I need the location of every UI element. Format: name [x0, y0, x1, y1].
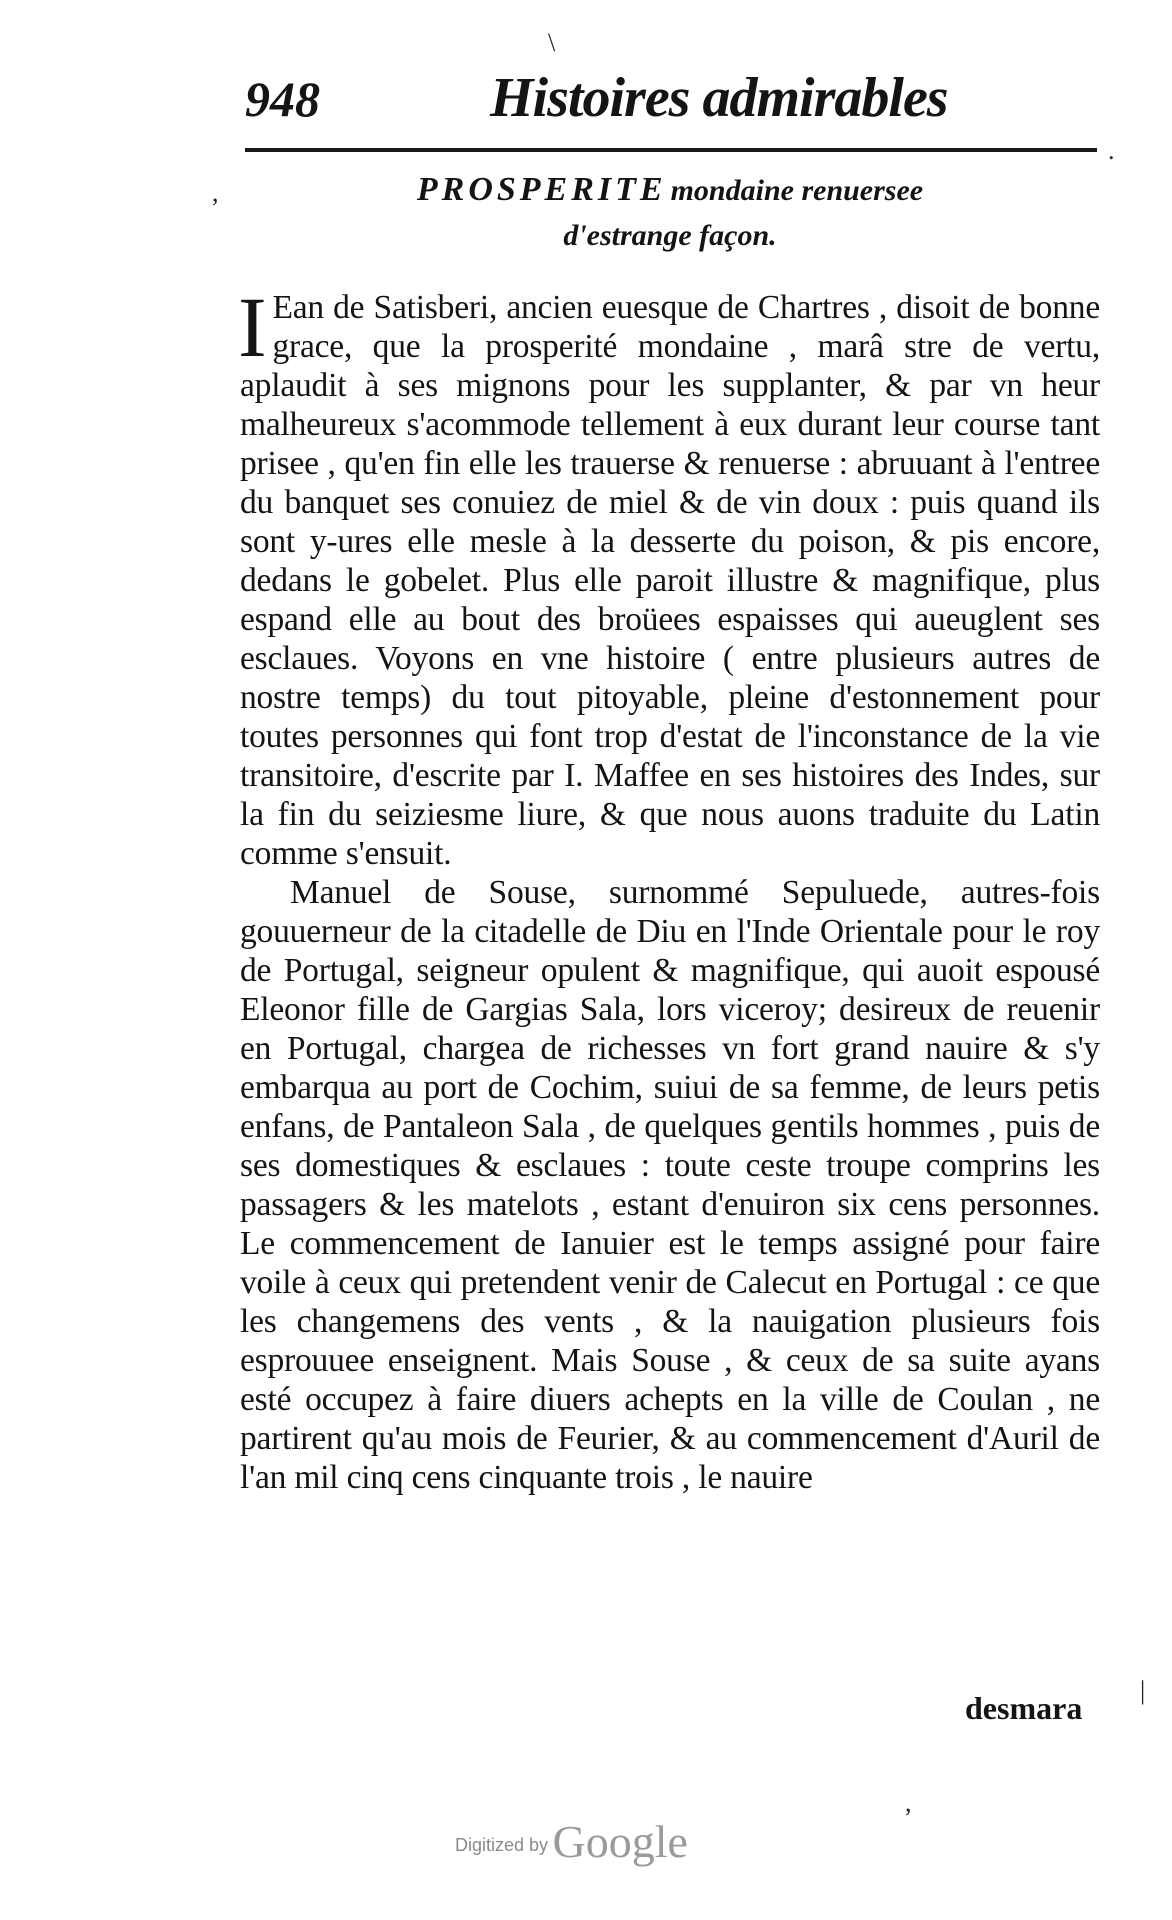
header-rule	[245, 148, 1097, 152]
page-number: 948	[245, 71, 320, 127]
section-title-line2: d'estrange façon.	[563, 219, 777, 252]
watermark-brand: Google	[552, 1816, 688, 1867]
section-title-rest: mondaine renuersee	[670, 174, 924, 207]
ink-mark: |	[1140, 1676, 1146, 1705]
body-text	[238, 279, 1100, 1497]
ink-mark: ,	[905, 1788, 912, 1817]
paragraph-text: Ean de Satisberi, ancien euesque de Chartres , disoit de bonne grace, que la prosperité mondaine , marâ stre de vertu, aplaudit à ses mignons pour les supplanter, & par vn heur malheureux s'acommode tellement à eux durant leur course tant prisee , qu'en fin elle les trauerse & renuerse : abruuant à l'entree du banquet ses conuiez de miel & de vin doux : puis quand ils sont y-ures elle mesle à la desserte du poison, & pis encore, dedans le gobelet. Plus elle paroit illustre & magnifique, plus espand elle au bout des broüees espaisses qui aueuglent ses esclaues. Voyons en vne histoire ( entre plusieurs autres de nostre temps) du tout pitoyable, pleine d'estonnement pour toutes personnes qui font trop d'estat de l'inconstance de la vie transitoire, d'escrite par I. Maffee en ses histoires des Indes, sur la fin du seiziesme liure, & que nous auons traduite du Latin comme s'ensuit.	[240, 289, 1100, 872]
catchword: desmara	[965, 1690, 1083, 1726]
paragraph: Manuel de Souse, surnommé Sepuluede, autres-fois gouuerneur de la citadelle de Diu en l'Inde Orientale pour le roy de Portugal, seigneur opulent & magnifique, qui auoit espousé Eleonor fille de Gargias Sala, lors viceroy; desireux de reuenir en Portugal, chargea de richesses vn fort grand nauire & s'y embarqua au port de Cochim, suiui de sa femme, de leurs petis enfans, de Pantaleon Sala , de quelques gentils hommes , puis de ses domestiques & esclaues : toute ceste troupe comprins les passagers & les matelots , estant d'enuiron six cens personnes. Le commencement de Ianuier est le temps assigné pour faire voile à ceux qui pretendent venir de Calecut en Portugal : ce que les changemens des vents , & la nauigation plusieurs fois esprouuee enseignent. Mais Souse , & ceux de sa suite ayans esté occupez à faire diuers achepts en la ville de Coulan , ne partirent qu'au mois de Feurier, & au commencement d'Auril de l'an mil cinq cens cinquante trois , le nauire	[240, 874, 1100, 1496]
section-title	[240, 170, 1100, 256]
digitized-watermark	[455, 1815, 688, 1868]
page-header	[245, 52, 1105, 142]
paragraph	[238, 279, 1100, 873]
drop-cap: I	[238, 279, 267, 375]
running-head: Histoires admirables	[490, 67, 948, 129]
ink-mark: ,	[212, 178, 219, 207]
watermark-prefix: Digitized by	[455, 1835, 549, 1855]
ink-mark: \	[548, 28, 556, 57]
ink-mark: .	[1108, 136, 1115, 165]
section-title-caps: PROSPERITE	[416, 171, 667, 208]
